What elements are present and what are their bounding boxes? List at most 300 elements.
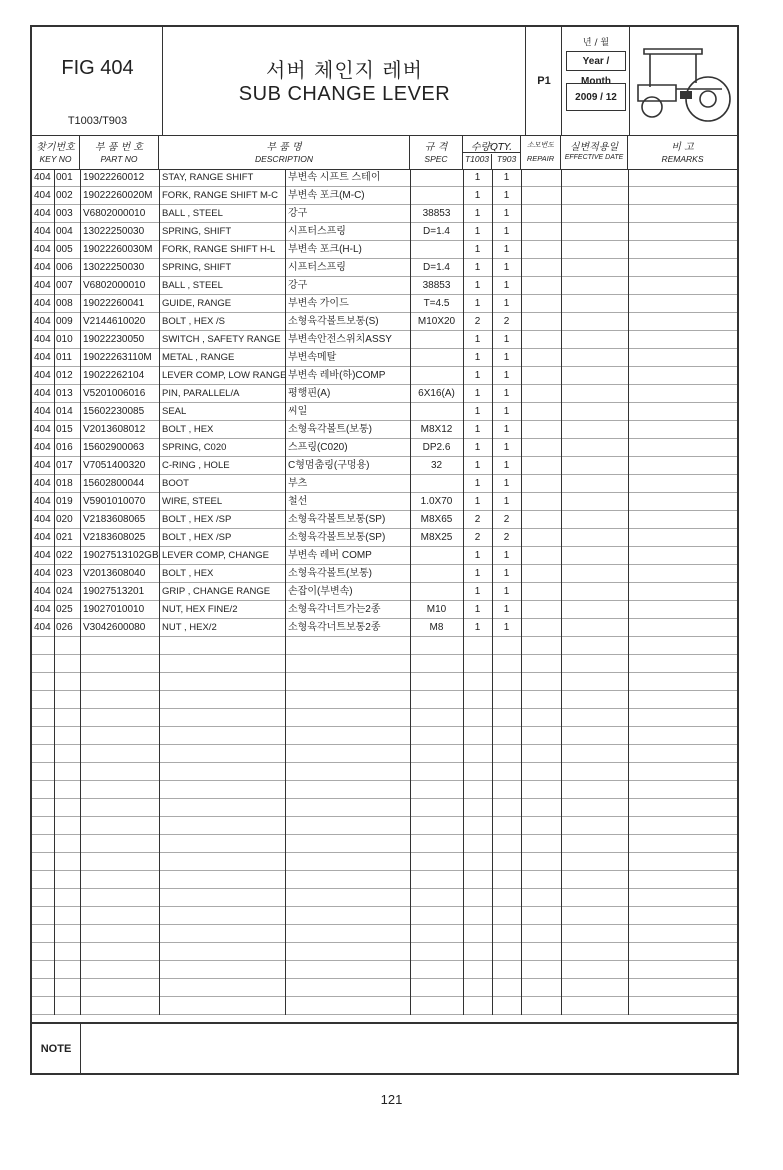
cell-k2: 026	[56, 622, 73, 633]
cell-part: 15602900063	[83, 442, 145, 453]
fig-box	[32, 27, 163, 135]
cell-k2: 007	[56, 280, 73, 291]
cell-q1: 1	[474, 604, 481, 615]
cell-q2: 1	[503, 424, 510, 435]
cell-spec	[410, 565, 463, 582]
cell-k2: 009	[56, 316, 73, 327]
grid-line	[628, 169, 629, 1015]
cell-part: V2013608040	[83, 568, 146, 579]
cell-k2: 013	[56, 388, 73, 399]
cell-k2: 002	[56, 190, 73, 201]
col-repair-en: REPAIR	[526, 154, 555, 163]
cell-desc: METAL , RANGE	[162, 352, 235, 363]
table-row	[32, 637, 737, 655]
cell-ko: 부변속 레바(하)COMP	[288, 370, 386, 381]
table-row	[32, 619, 737, 637]
cell-desc: BALL , STEEL	[162, 280, 223, 291]
cell-q1: 1	[474, 496, 481, 507]
cell-part: V5901010070	[83, 496, 146, 507]
cell-k2: 023	[56, 568, 73, 579]
cell-part: V2183608065	[83, 514, 146, 525]
cell-q1: 1	[474, 298, 481, 309]
cell-q1: 1	[474, 442, 481, 453]
cell-part: 19022262104	[83, 370, 145, 381]
table-row	[32, 979, 737, 997]
col-part-ko: 부 품 번 호	[94, 142, 144, 153]
cell-spec: T=4.5	[423, 298, 450, 309]
table-row	[32, 457, 737, 475]
cell-q1: 1	[474, 262, 481, 273]
cell-part: 13022250030	[83, 226, 145, 237]
table-row	[32, 259, 737, 277]
cell-ko: 부변속메탈	[288, 352, 337, 363]
grid-line	[492, 169, 493, 1015]
cell-q2: 1	[503, 190, 510, 201]
table-row	[32, 835, 737, 853]
grid-line	[463, 169, 464, 1015]
cell-spec: D=1.4	[423, 226, 450, 237]
cell-k1: 404	[34, 496, 51, 507]
table-row	[32, 493, 737, 511]
cell-desc: BOLT , HEX	[162, 568, 214, 579]
cell-desc: LEVER COMP, CHANGE	[162, 550, 269, 561]
col-qty-t903: T903	[496, 154, 517, 164]
table-row	[32, 943, 737, 961]
cell-spec	[410, 583, 463, 600]
cell-q2: 1	[503, 262, 510, 273]
cell-k2: 006	[56, 262, 73, 273]
cell-ko: 소형육각볼트보통(SP)	[288, 514, 386, 525]
date-value: 2009 / 12	[566, 83, 626, 111]
table-row	[32, 241, 737, 259]
cell-part: 19027513201	[83, 586, 145, 597]
cell-k1: 404	[34, 208, 51, 219]
cell-q2: 1	[503, 172, 510, 183]
cell-part: V2144610020	[83, 316, 146, 327]
cell-k1: 404	[34, 622, 51, 633]
table-row	[32, 763, 737, 781]
grid-line	[54, 169, 55, 1015]
cell-q1: 1	[474, 334, 481, 345]
cell-desc: SPRING, SHIFT	[162, 226, 232, 237]
cell-ko: 소형육각너트보통2종	[288, 622, 381, 633]
cell-k1: 404	[34, 532, 51, 543]
table-row	[32, 817, 737, 835]
table-row	[32, 529, 737, 547]
col-repair	[521, 135, 561, 169]
cell-k1: 404	[34, 172, 51, 183]
col-description	[159, 135, 410, 169]
table-row	[32, 277, 737, 295]
table-row	[32, 421, 737, 439]
table-row	[32, 997, 737, 1015]
table-row	[32, 925, 737, 943]
title-box	[163, 27, 526, 135]
cell-spec: 38853	[422, 280, 451, 291]
note-label: NOTE	[32, 1024, 81, 1075]
table-row	[32, 223, 737, 241]
col-qty-t1003: T1003	[463, 154, 492, 169]
cell-spec: 32	[430, 460, 443, 471]
cell-spec	[410, 403, 463, 420]
cell-q1: 1	[474, 244, 481, 255]
cell-ko: 소형육각볼트(보통)	[288, 568, 372, 579]
cell-desc: FORK, RANGE SHIFT H-L	[162, 244, 276, 255]
table-row	[32, 601, 737, 619]
cell-q1: 2	[474, 532, 481, 543]
cell-k1: 404	[34, 244, 51, 255]
cell-q1: 1	[474, 622, 481, 633]
cell-k1: 404	[34, 514, 51, 525]
cell-desc: WIRE, STEEL	[162, 496, 223, 507]
table-row	[32, 565, 737, 583]
cell-spec: M8X25	[420, 532, 453, 543]
col-eff-en: EFFECTIVE DATE	[564, 154, 624, 161]
cell-ko: 부변속 포크(H-L)	[288, 244, 362, 255]
table-row	[32, 295, 737, 313]
table-row	[32, 403, 737, 421]
grid-line	[80, 169, 81, 1015]
col-qty-ko: 수량QTY.	[470, 142, 513, 153]
cell-spec	[410, 547, 463, 564]
cell-spec	[410, 475, 463, 492]
table-row	[32, 871, 737, 889]
cell-desc: BOOT	[162, 478, 189, 489]
fig-number: FIG 404	[61, 57, 134, 79]
cell-q1: 2	[474, 514, 481, 525]
cell-desc: BOLT , HEX /SP	[162, 514, 232, 525]
cell-q1: 1	[474, 226, 481, 237]
cell-part: 15602800044	[83, 478, 145, 489]
cell-q2: 1	[503, 406, 510, 417]
col-desc-ko: 부 품 명	[266, 142, 302, 153]
cell-q2: 1	[503, 586, 510, 597]
cell-part: V6802000010	[83, 280, 146, 291]
cell-desc: STAY, RANGE SHIFT	[162, 172, 254, 183]
table-row	[32, 169, 737, 187]
grid-line	[410, 169, 411, 1015]
cell-part: 19022230050	[83, 334, 145, 345]
col-desc-en: DESCRIPTION	[254, 154, 314, 164]
cell-spec: 38853	[422, 208, 451, 219]
date-box	[562, 27, 630, 135]
page-code: P1	[537, 75, 551, 87]
cell-k2: 015	[56, 424, 73, 435]
table-row	[32, 313, 737, 331]
date-label-korean: 년 / 월	[582, 38, 610, 48]
cell-ko: 강구	[288, 208, 308, 219]
cell-k1: 404	[34, 316, 51, 327]
cell-k2: 012	[56, 370, 73, 381]
model-code: T1003/T903	[67, 115, 128, 127]
cell-k2: 008	[56, 298, 73, 309]
cell-k1: 404	[34, 370, 51, 381]
col-effective-date	[561, 135, 628, 169]
cell-q1: 1	[474, 550, 481, 561]
table-row	[32, 907, 737, 925]
cell-k2: 020	[56, 514, 73, 525]
cell-q1: 1	[474, 586, 481, 597]
cell-q1: 1	[474, 370, 481, 381]
title-english: SUB CHANGE LEVER	[238, 83, 451, 105]
cell-k2: 005	[56, 244, 73, 255]
cell-part: 19027513102GB	[83, 550, 159, 561]
grid-line	[285, 169, 286, 1015]
cell-k2: 014	[56, 406, 73, 417]
cell-ko: 시프터스프링	[288, 262, 346, 273]
col-key-en: KEY NO	[39, 154, 72, 164]
table-row	[32, 385, 737, 403]
table-row	[32, 673, 737, 691]
cell-ko: 소형육각볼트보통(S)	[288, 316, 379, 327]
cell-part: V2013608012	[83, 424, 146, 435]
cell-part: 19022260041	[83, 298, 145, 309]
cell-part: 19022260030M	[83, 244, 153, 255]
cell-desc: NUT , HEX/2	[162, 622, 217, 633]
cell-k1: 404	[34, 190, 51, 201]
table-row	[32, 475, 737, 493]
cell-desc: LEVER COMP, LOW RANGE	[162, 370, 287, 381]
cell-k2: 019	[56, 496, 73, 507]
cell-q2: 2	[503, 316, 510, 327]
cell-k2: 018	[56, 478, 73, 489]
cell-q2: 2	[503, 532, 510, 543]
col-qty	[463, 135, 521, 169]
cell-spec	[410, 367, 463, 384]
cell-k1: 404	[34, 604, 51, 615]
cell-spec: D=1.4	[423, 262, 450, 273]
col-spec-ko: 규 격	[424, 142, 448, 153]
table-row	[32, 727, 737, 745]
cell-q1: 1	[474, 478, 481, 489]
cell-q2: 1	[503, 370, 510, 381]
cell-q1: 1	[474, 388, 481, 399]
parts-table-body	[32, 169, 737, 1022]
cell-q1: 2	[474, 316, 481, 327]
cell-q2: 1	[503, 208, 510, 219]
cell-desc: SEAL	[162, 406, 187, 417]
cell-ko: 소형육각너트가는2종	[288, 604, 381, 615]
cell-k1: 404	[34, 352, 51, 363]
cell-ko: 철선	[288, 496, 308, 507]
cell-ko: 부츠	[288, 478, 308, 489]
table-row	[32, 709, 737, 727]
table-row	[32, 547, 737, 565]
cell-k2: 001	[56, 172, 73, 183]
page-box	[526, 27, 562, 135]
cell-ko: 부변속 가이드	[288, 298, 349, 309]
table-row	[32, 853, 737, 871]
table-row	[32, 439, 737, 457]
cell-k2: 004	[56, 226, 73, 237]
cell-k2: 024	[56, 586, 73, 597]
cell-q2: 1	[503, 280, 510, 291]
col-part-no	[80, 135, 159, 169]
cell-k2: 017	[56, 460, 73, 471]
table-row	[32, 961, 737, 979]
cell-k1: 404	[34, 388, 51, 399]
table-row	[32, 187, 737, 205]
table-row	[32, 205, 737, 223]
cell-ko: 씨일	[288, 406, 308, 417]
cell-ko: 강구	[288, 280, 308, 291]
cell-q2: 1	[503, 622, 510, 633]
cell-ko: C형멈춤링(구멍용)	[288, 460, 370, 471]
table-row	[32, 331, 737, 349]
cell-k2: 011	[56, 352, 72, 363]
cell-q2: 2	[503, 514, 510, 525]
cell-k2: 016	[56, 442, 73, 453]
cell-q1: 1	[474, 190, 481, 201]
col-rem-ko: 비 고	[671, 142, 694, 153]
cell-spec: M10X20	[417, 316, 456, 327]
cell-q2: 1	[503, 478, 510, 489]
cell-q1: 1	[474, 208, 481, 219]
cell-part: V7051400320	[83, 460, 146, 471]
cell-k2: 025	[56, 604, 73, 615]
cell-k1: 404	[34, 586, 51, 597]
table-row	[32, 583, 737, 601]
col-repair-ko: 소모번도	[526, 141, 555, 149]
table-row	[32, 367, 737, 385]
cell-q2: 1	[503, 352, 510, 363]
col-rem-en: REMARKS	[661, 154, 704, 164]
col-eff-ko: 실변적용일	[569, 142, 619, 153]
grid-line	[561, 169, 562, 1015]
cell-q2: 1	[503, 460, 510, 471]
cell-spec	[410, 349, 463, 366]
cell-desc: NUT, HEX FINE/2	[162, 604, 238, 615]
grid-line	[159, 169, 160, 1015]
col-remarks	[628, 135, 737, 169]
cell-ko: 소형육각볼트(보통)	[288, 424, 372, 435]
cell-ko: 평행핀(A)	[288, 388, 331, 399]
cell-k1: 404	[34, 568, 51, 579]
cell-q1: 1	[474, 424, 481, 435]
cell-ko: 부변속 포크(M-C)	[288, 190, 365, 201]
cell-q2: 1	[503, 496, 510, 507]
cell-part: 19022263110M	[83, 352, 152, 363]
cell-desc: PIN, PARALLEL/A	[162, 388, 240, 399]
cell-q1: 1	[474, 460, 481, 471]
cell-q1: 1	[474, 568, 481, 579]
column-headers	[32, 135, 737, 170]
cell-spec: M10	[426, 604, 447, 615]
sheet-header	[32, 27, 737, 136]
table-row	[32, 691, 737, 709]
cell-desc: BOLT , HEX /SP	[162, 532, 232, 543]
cell-k1: 404	[34, 262, 51, 273]
cell-part: V3042600080	[83, 622, 146, 633]
grid-line	[521, 169, 522, 1015]
cell-spec	[410, 169, 463, 186]
col-part-en: PART NO	[100, 154, 138, 164]
cell-ko: 스프링(C020)	[288, 442, 348, 453]
cell-q1: 1	[474, 406, 481, 417]
table-row	[32, 745, 737, 763]
cell-k2: 003	[56, 208, 73, 219]
cell-q2: 1	[503, 388, 510, 399]
cell-desc: BOLT , HEX /S	[162, 316, 226, 327]
cell-q2: 1	[503, 334, 510, 345]
cell-k1: 404	[34, 442, 51, 453]
cell-ko: 부변속 레버 COMP	[288, 550, 372, 561]
cell-desc: SWITCH , SAFETY RANGE	[162, 334, 281, 345]
cell-desc: GRIP , CHANGE RANGE	[162, 586, 271, 597]
cell-spec: 6X16(A)	[418, 388, 455, 399]
cell-q1: 1	[474, 352, 481, 363]
cell-desc: C-RING , HOLE	[162, 460, 230, 471]
cell-q2: 1	[503, 244, 510, 255]
cell-q1: 1	[474, 280, 481, 291]
cell-q1: 1	[474, 172, 481, 183]
cell-k2: 021	[56, 532, 73, 543]
cell-desc: SPRING, SHIFT	[162, 262, 232, 273]
cell-part: 13022250030	[83, 262, 145, 273]
cell-spec	[410, 187, 463, 204]
cell-ko: 손잡이(부변속)	[288, 586, 353, 597]
table-row	[32, 511, 737, 529]
cell-k1: 404	[34, 460, 51, 471]
cell-desc: SPRING, C020	[162, 442, 227, 453]
table-row	[32, 799, 737, 817]
cell-part: V2183608025	[83, 532, 146, 543]
cell-q2: 1	[503, 550, 510, 561]
cell-q2: 1	[503, 604, 510, 615]
cell-spec: M8X65	[420, 514, 453, 525]
cell-q2: 1	[503, 568, 510, 579]
date-label-english: Year / Month	[566, 51, 626, 71]
cell-desc: BALL , STEEL	[162, 208, 223, 219]
cell-desc: FORK, RANGE SHIFT M-C	[162, 190, 278, 201]
cell-spec	[410, 241, 463, 258]
cell-part: 19022260020M	[83, 190, 153, 201]
cell-k2: 010	[56, 334, 73, 345]
title-korean: 서버 체인지 레버	[266, 58, 423, 82]
col-key-no	[32, 135, 80, 169]
cell-part: V6802000010	[83, 208, 146, 219]
col-spec-en: SPEC	[424, 154, 448, 164]
cell-k1: 404	[34, 550, 51, 561]
cell-desc: GUIDE, RANGE	[162, 298, 232, 309]
table-row	[32, 781, 737, 799]
cell-part: 19022260012	[83, 172, 145, 183]
cell-ko: 부변속안전스위치ASSY	[288, 334, 392, 345]
cell-spec: M8X12	[420, 424, 453, 435]
cell-k1: 404	[34, 298, 51, 309]
cell-part: 19027010010	[83, 604, 145, 615]
cell-k1: 404	[34, 406, 51, 417]
table-row	[32, 889, 737, 907]
cell-part: V5201006016	[83, 388, 146, 399]
cell-desc: BOLT , HEX	[162, 424, 214, 435]
cell-ko: 소형육각볼트보통(SP)	[288, 532, 386, 543]
col-spec	[410, 135, 463, 169]
cell-spec: DP2.6	[422, 442, 451, 453]
cell-ko: 부변속 시프트 스테이	[288, 172, 381, 183]
cell-k1: 404	[34, 424, 51, 435]
cell-q2: 1	[503, 298, 510, 309]
cell-q2: 1	[503, 442, 510, 453]
table-row	[32, 349, 737, 367]
tractor-icon	[630, 27, 737, 135]
cell-spec: M8	[429, 622, 444, 633]
cell-k1: 404	[34, 226, 51, 237]
cell-k1: 404	[34, 478, 51, 489]
parts-sheet	[30, 25, 739, 1075]
page-number: 121	[380, 1092, 403, 1107]
note-section	[32, 1022, 737, 1075]
